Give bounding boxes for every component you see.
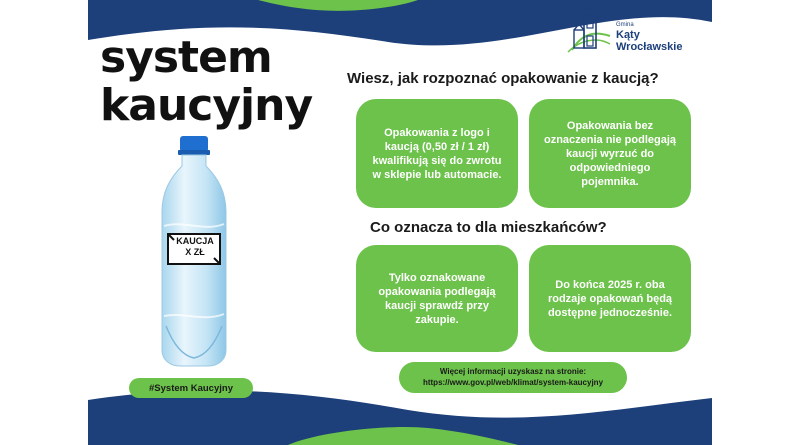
info-card-text: Tylko oznakowane opakowania podlegają kaucji sprawdź przy zakupie. — [378, 271, 496, 326]
more-info-text: Więcej informacji uzyskasz na stronie: — [439, 367, 587, 376]
logo-gmina-label: Gmina — [616, 22, 634, 28]
info-card-text: Opakowania z logo i kaucją (0,50 zł / 1 zł) kwalifikują się do zwrotu w sklepie lub automacie. — [372, 126, 502, 181]
info-card-text: Opakowania bez oznaczenia nie podlegają kaucji wyrzuć do odpowiedniego pojemnika. — [543, 119, 677, 188]
info-card-transition — [529, 245, 691, 352]
bottle-label-line-1: KAUCJA — [176, 236, 214, 246]
info-card-unlabeled — [529, 99, 691, 208]
logo-name — [616, 29, 682, 53]
poster — [88, 0, 712, 445]
logo-name-line-1: Kąty — [616, 29, 640, 41]
logo-name-line-2: Wrocławskie — [616, 41, 683, 53]
bottle-deposit-label — [169, 236, 221, 260]
page-title — [100, 32, 313, 131]
more-info-link[interactable]: https://www.gov.pl/web/klimat/system-kaucyjny — [422, 378, 604, 387]
title-line-1: system — [100, 32, 272, 83]
question-residents: Co oznacza to dla mieszkańców? — [370, 219, 607, 236]
church-tower-icon — [564, 6, 612, 56]
municipality-logo — [564, 6, 704, 56]
title-line-2: kaucyjny — [100, 80, 313, 131]
info-card-text: Do końca 2025 r. oba rodzaje opakowań będą dostępne jednocześnie. — [547, 278, 673, 319]
info-card-labeled — [356, 99, 518, 208]
bottle-label-line-2: X ZŁ — [185, 247, 205, 257]
question-recognize-packaging: Wiesz, jak rozpoznać opakowanie z kaucją? — [347, 70, 659, 87]
more-info-banner — [399, 362, 627, 393]
hashtag-badge: #System Kaucyjny — [129, 378, 253, 398]
info-card-check-purchase — [356, 245, 518, 352]
